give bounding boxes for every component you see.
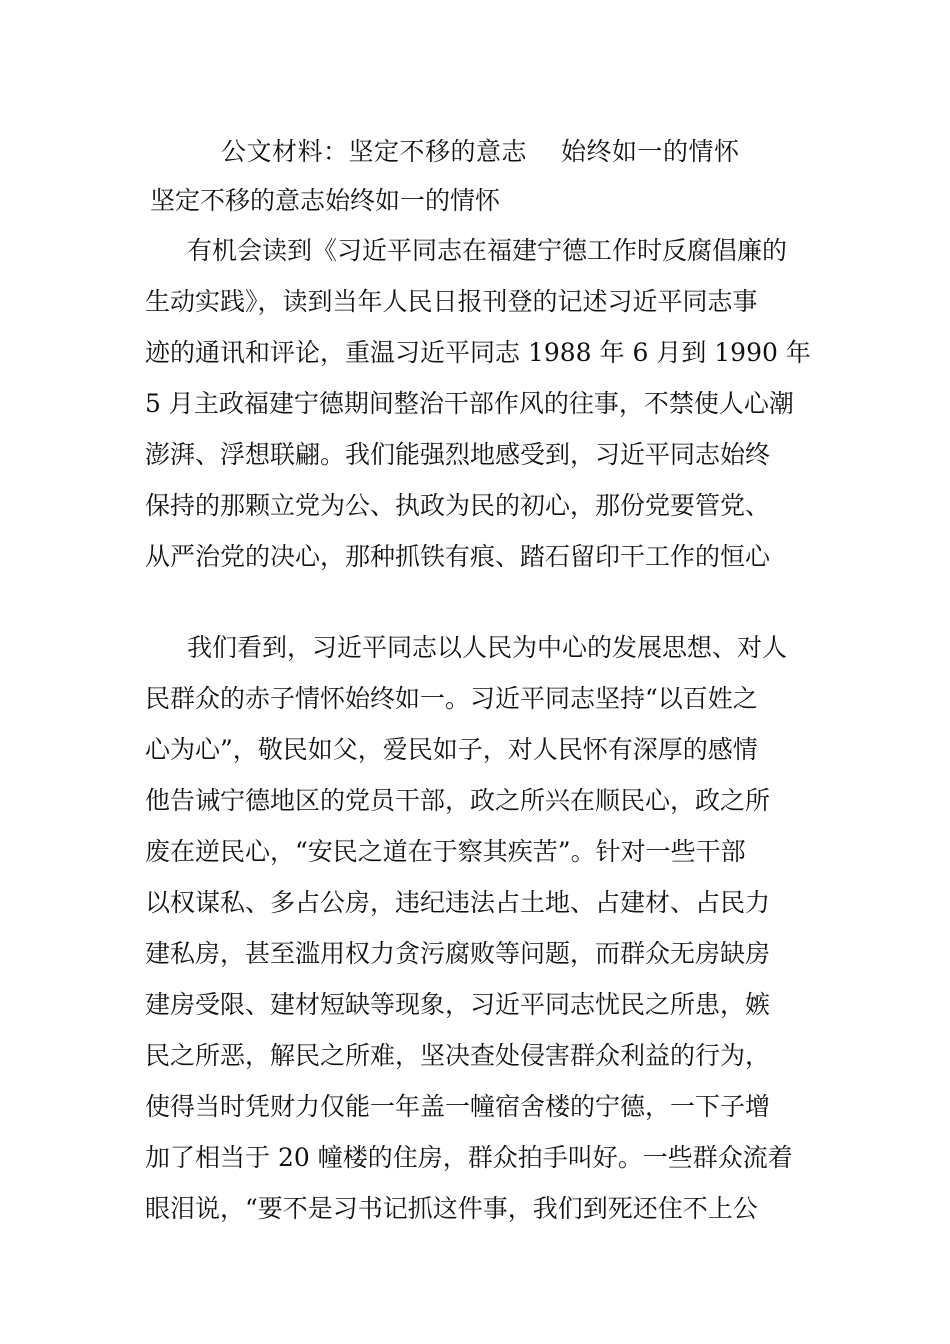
- paragraph-line: 以权谋私、多占公房，违纪违法占土地、占建材、占民力: [145, 888, 771, 917]
- paragraph-line: 民群众的赤子情怀始终如一。习近平同志坚持“以百姓之: [145, 684, 758, 713]
- paragraph-line: 心为心”，敬民如父，爱民如子，对人民怀有深厚的感情: [145, 735, 758, 764]
- paragraph-line: 加了相当于 20 幢楼的住房，群众拍手叫好。一些群众流着: [145, 1143, 793, 1172]
- paragraph-line: 保持的那颗立党为公、执政为民的初心，那份党要管党、: [145, 491, 771, 520]
- paragraph: [145, 632, 825, 1244]
- paragraph-line: 生动实践》，读到当年人民日报刊登的记述习近平同志事: [145, 287, 758, 316]
- paragraph-line: 他告诫宁德地区的党员干部，政之所兴在顺民心，政之所: [145, 786, 771, 815]
- paragraph-line: 从严治党的决心，那种抓铁有痕、踏石留印干工作的恒心: [145, 542, 771, 571]
- paragraph-line: 建房受限、建材短缺等现象，习近平同志忧民之所患，嫉: [145, 990, 771, 1019]
- paragraph-line: 有机会读到《习近平同志在福建宁德工作时反腐倡廉的: [187, 236, 788, 265]
- document-subtitle: 坚定不移的意志始终如一的情怀: [150, 186, 501, 215]
- document-title: 公文材料：坚定不移的意志 始终如一的情怀: [221, 137, 740, 166]
- paragraph-line: 民之所恶，解民之所难，坚决查处侵害群众利益的行为，: [145, 1041, 771, 1070]
- paragraph-line: 废在逆民心，“安民之道在于察其疾苦”。针对一些干部: [145, 837, 746, 866]
- paragraph-line: 建私房，甚至滥用权力贪污腐败等问题，而群众无房缺房: [145, 939, 771, 968]
- paragraph-line: 使得当时凭财力仅能一年盖一幢宿舍楼的宁德，一下子增: [145, 1092, 771, 1121]
- paragraph-line: 澎湃、浮想联翩。我们能强烈地感受到，习近平同志始终: [145, 440, 771, 469]
- paragraph-line: 我们看到，习近平同志以人民为中心的发展思想、对人: [187, 633, 788, 662]
- paragraph-line: 5 月主政福建宁德期间整治干部作风的往事，不禁使人心潮: [145, 389, 794, 418]
- paragraph-line: 眼泪说，“要不是习书记抓这件事，我们到死还住不上公: [145, 1194, 758, 1223]
- paragraph-line: 迹的通讯和评论，重温习近平同志 1988 年 6 月到 1990 年: [145, 338, 811, 367]
- paragraph: [145, 235, 825, 592]
